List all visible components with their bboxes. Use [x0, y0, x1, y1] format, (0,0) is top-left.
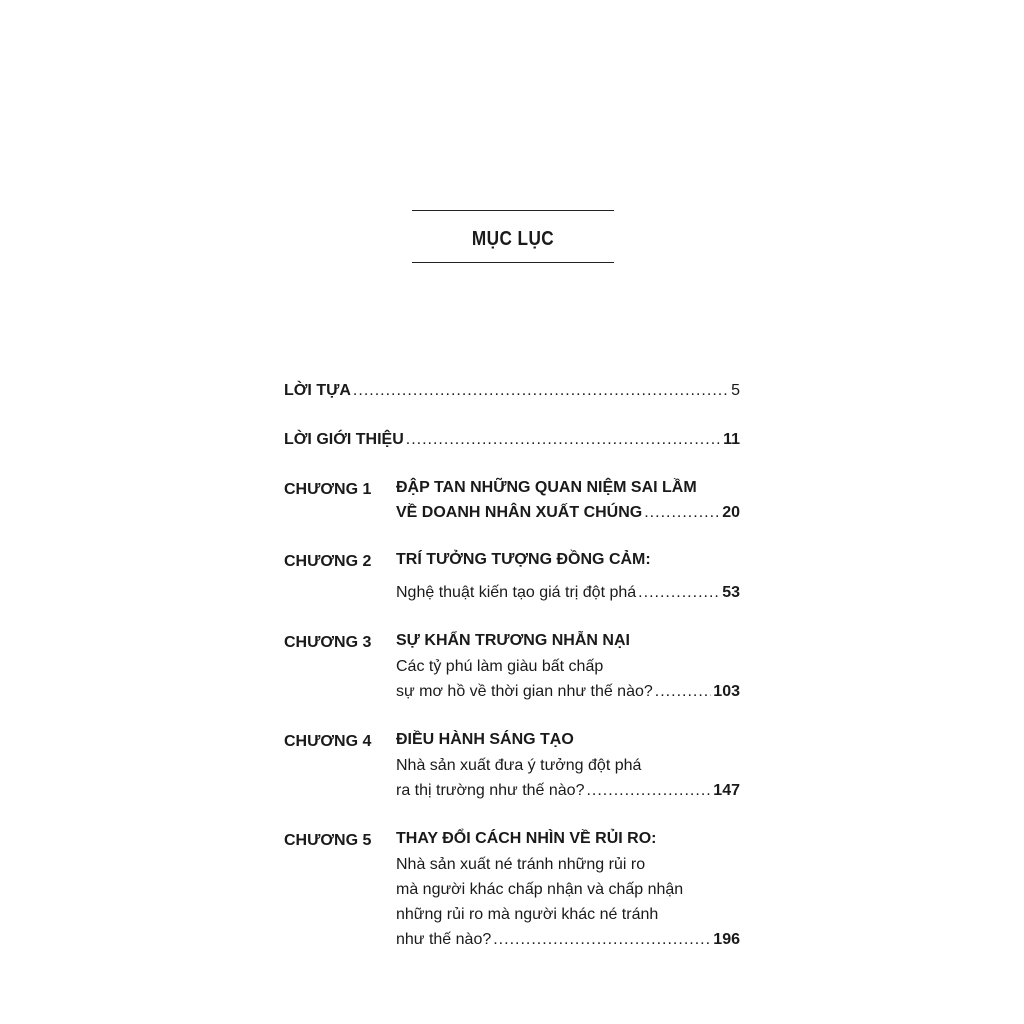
chapter-title[interactable]: THAY ĐỔI CÁCH NHÌN VỀ RỦI RO:	[396, 830, 657, 847]
chapter-label: CHƯƠNG 3	[284, 634, 372, 651]
toc-page-number: 11	[723, 431, 740, 448]
dot-leader	[406, 430, 721, 450]
toc-entry-chapter-4[interactable]	[396, 781, 740, 801]
toc-page-number: 53	[722, 584, 740, 601]
chapter-subtitle: mà người khác chấp nhận và chấp nhận	[396, 881, 684, 898]
toc-entry-title: LỜI TỰA	[284, 382, 351, 399]
dot-leader	[638, 583, 720, 603]
chapter-title[interactable]: SỰ KHẨN TRƯƠNG NHẪN NẠI	[396, 632, 630, 649]
chapter-title[interactable]: ĐẬP TAN NHỮNG QUAN NIỆM SAI LẦM	[396, 479, 697, 496]
dot-leader	[586, 781, 711, 801]
toc-page-number: 103	[713, 683, 740, 700]
chapter-subtitle: những rủi ro mà người khác né tránh	[396, 906, 659, 923]
toc-entry-chapter-3[interactable]	[396, 682, 740, 702]
dot-leader	[353, 381, 729, 401]
toc-page-number: 5	[731, 382, 740, 399]
chapter-title-cont: VỀ DOANH NHÂN XUẤT CHÚNG	[396, 504, 643, 521]
toc-entry-chapter-2[interactable]	[396, 583, 740, 603]
chapter-subtitle: Nghệ thuật kiến tạo giá trị đột phá	[396, 584, 637, 601]
chapter-label: CHƯƠNG 1	[284, 481, 372, 498]
chapter-label: CHƯƠNG 4	[284, 733, 372, 750]
chapter-subtitle: ra thị trường như thế nào?	[396, 782, 585, 799]
dot-leader	[644, 503, 720, 523]
dot-leader	[493, 930, 711, 950]
toc-page-number: 196	[713, 931, 740, 948]
toc-entry-title: LỜI GIỚI THIỆU	[284, 431, 404, 448]
toc-entry-loi-tua[interactable]	[284, 381, 740, 401]
chapter-subtitle: Các tỷ phú làm giàu bất chấp	[396, 658, 604, 675]
toc-page-number: 20	[722, 504, 740, 521]
heading-rule-top	[412, 210, 614, 211]
chapter-subtitle: Nhà sản xuất né tránh những rủi ro	[396, 856, 646, 873]
toc-entry-chapter-1[interactable]	[396, 503, 740, 523]
chapter-subtitle: như thế nào?	[396, 931, 492, 948]
toc-entry-chapter-5[interactable]	[396, 930, 740, 950]
heading-rule-bottom	[412, 262, 614, 263]
chapter-label: CHƯƠNG 2	[284, 553, 372, 570]
page-title: MỤC LỤC	[471, 228, 555, 250]
toc-page-number: 147	[713, 782, 740, 799]
toc-entry-loi-gioi-thieu[interactable]	[284, 430, 740, 450]
dot-leader	[655, 682, 712, 702]
chapter-subtitle: sự mơ hồ về thời gian như thế nào?	[396, 683, 653, 700]
chapter-title[interactable]: ĐIỀU HÀNH SÁNG TẠO	[396, 731, 574, 748]
chapter-subtitle: Nhà sản xuất đưa ý tưởng đột phá	[396, 757, 642, 774]
chapter-title[interactable]: TRÍ TƯỞNG TƯỢNG ĐỒNG CẢM:	[396, 551, 651, 568]
chapter-label: CHƯƠNG 5	[284, 832, 372, 849]
